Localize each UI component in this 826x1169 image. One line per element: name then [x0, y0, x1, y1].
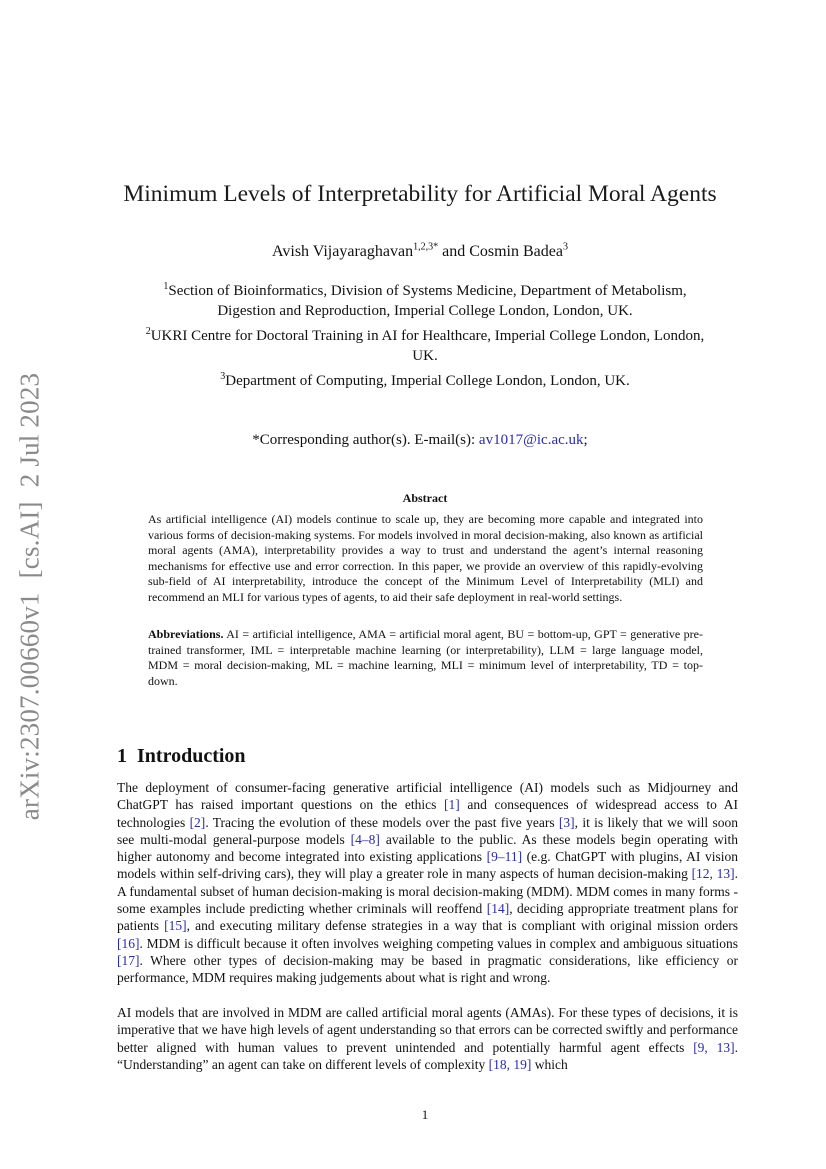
affiliation-text: Department of Computing, Imperial College London, London, UK.	[225, 373, 630, 389]
abbreviations-text: AI = artificial intelligence, AMA = artificial moral agent, BU = bottom-up, GPT = generative pre-trained transformer, IML = interpretable machine learning (or interpretability), LLM = large language model, MDM = moral decision-making, ML = machine learning, MLI = minimum level of interpretability, TD = top-down.	[148, 627, 703, 688]
paragraph-text: . Tracing the evolution of these models over the past five years	[205, 814, 559, 830]
paper-title: Minimum Levels of Interpretability for Artificial Moral Agents	[123, 181, 717, 207]
affiliation-marker: 1	[163, 281, 169, 292]
abstract-heading: Abstract	[402, 491, 448, 505]
section-title: Introduction	[137, 745, 246, 767]
paragraph-text: , it is likely that we will soon see multi-modal general-purpose models	[117, 814, 739, 847]
citation-link[interactable]: [9, 13]	[693, 1039, 735, 1055]
author-name: Avish Vijayaraghavan	[272, 243, 414, 260]
section-heading	[117, 745, 246, 768]
author-line	[110, 243, 730, 261]
citation-link[interactable]: [16]	[117, 935, 140, 951]
paragraph-text: . A fundamental subset of human decision-making is moral decision-making (MDM). MDM comes in many forms - some examples include predicting whether criminals will reoffend	[117, 866, 738, 917]
arxiv-identifier-stamp	[15, 347, 46, 847]
citation-link[interactable]: [12, 13]	[691, 866, 735, 882]
paragraph-text: . MDM is difficult because it often involves weighing competing values in complex and ambiguous situations	[139, 935, 738, 951]
citation-link[interactable]: [9–11]	[486, 849, 523, 865]
citation-link[interactable]: [17]	[117, 952, 140, 968]
affiliation	[140, 327, 710, 366]
page-number: 1	[421, 1107, 429, 1122]
paragraph-text: , deciding appropriate treatment plans for patients	[117, 901, 738, 934]
affiliation-marker: 2	[145, 326, 151, 337]
abstract-text: As artificial intelligence (AI) models continue to scale up, they are becoming more capable and integrated into various forms of decision-making systems. For models involved in moral decision-making, also known as artificial moral agents (AMA), interpretability provides a way to trust and understand the agent’s internal reasoning mechanisms for effective use and error correction. In this paper, we provide an overview of this rapidly-evolving sub-field of AI interpretability, introduce the concept of the Minimum Level of Interpretability (MLI) and recommend an MLI for various types of agents, to aid their safe deployment in real-world settings.	[148, 512, 703, 604]
citation-link[interactable]: [15]	[164, 918, 187, 934]
affiliation	[140, 282, 710, 321]
paragraph-text: . “Understanding” an agent can take on different levels of complexity	[117, 1039, 738, 1072]
paragraph-text: The deployment of consumer-facing generative artificial intelligence (AI) models such as Midjourney and ChatGPT has raised important questions on the ethics	[117, 780, 738, 813]
paragraph-text: AI models that are involved in MDM are called artificial moral agents (AMAs). For these types of decisions, it is imperative that we have high levels of agent understanding so that errors can be corrected swiftly and performance better aligned with human values to prevent unintended and potentially harmful agent effects	[117, 1005, 738, 1055]
citation-link[interactable]: [18, 19]	[488, 1056, 532, 1072]
paragraph-text: which	[531, 1056, 568, 1072]
author-affiliation-marker: 3	[562, 241, 568, 253]
author-affiliation-marker: 1,2,3*	[413, 241, 439, 253]
citation-link[interactable]: [14]	[486, 901, 510, 917]
arxiv-category: [cs.AI]	[14, 501, 45, 579]
paragraph-text: available to the public. As these models begin operating with higher autonomy and become integrated into existing applications	[117, 831, 738, 865]
citation-link[interactable]: [4–8]	[350, 831, 380, 847]
body-paragraph	[117, 1004, 738, 1073]
arxiv-id: arXiv:2307.00660v1	[14, 592, 45, 821]
email-link[interactable]: av1017@ic.ac.uk	[478, 432, 584, 448]
abbreviations-label: Abbreviations.	[148, 627, 224, 641]
arxiv-date: 2 Jul 2023	[14, 372, 45, 488]
citation-link[interactable]: [2]	[189, 814, 206, 830]
paragraph-text: . Where other types of decision-making may be based in pragmatic considerations, like efficiency or performance, MDM requires making judgements about what is right and wrong.	[117, 952, 738, 986]
correspondence-suffix: ;	[583, 432, 588, 448]
affiliation-text: Section of Bioinformatics, Division of Systems Medicine, Department of Metabolism, Digestion and Reproduction, Imperial College London, London, UK.	[168, 283, 687, 319]
paragraph-text: and consequences of widespread access to AI technologies	[117, 797, 738, 830]
body-paragraph	[117, 779, 738, 987]
correspondence-line	[110, 432, 730, 449]
paragraph-text: (e.g. ChatGPT with plugins, AI vision models within self-driving cars), they will play a greater role in many aspects of human decision-making	[117, 849, 738, 882]
paragraph-text: , and executing military defense strategies in a way that is compliant with original mission orders	[186, 918, 738, 934]
section-number: 1	[117, 745, 127, 767]
citation-link[interactable]: [3]	[558, 814, 575, 830]
abbreviations-block	[148, 627, 703, 689]
affiliation-marker: 3	[220, 371, 226, 382]
citation-link[interactable]: [1]	[443, 797, 460, 813]
affiliation-text: UKRI Centre for Doctoral Training in AI for Healthcare, Imperial College London, London, UK.	[150, 328, 705, 364]
author-separator: and	[442, 243, 466, 260]
affiliation	[140, 372, 710, 392]
correspondence-label: *Corresponding author(s). E-mail(s):	[252, 432, 476, 448]
author-name: Cosmin Badea	[469, 243, 563, 260]
